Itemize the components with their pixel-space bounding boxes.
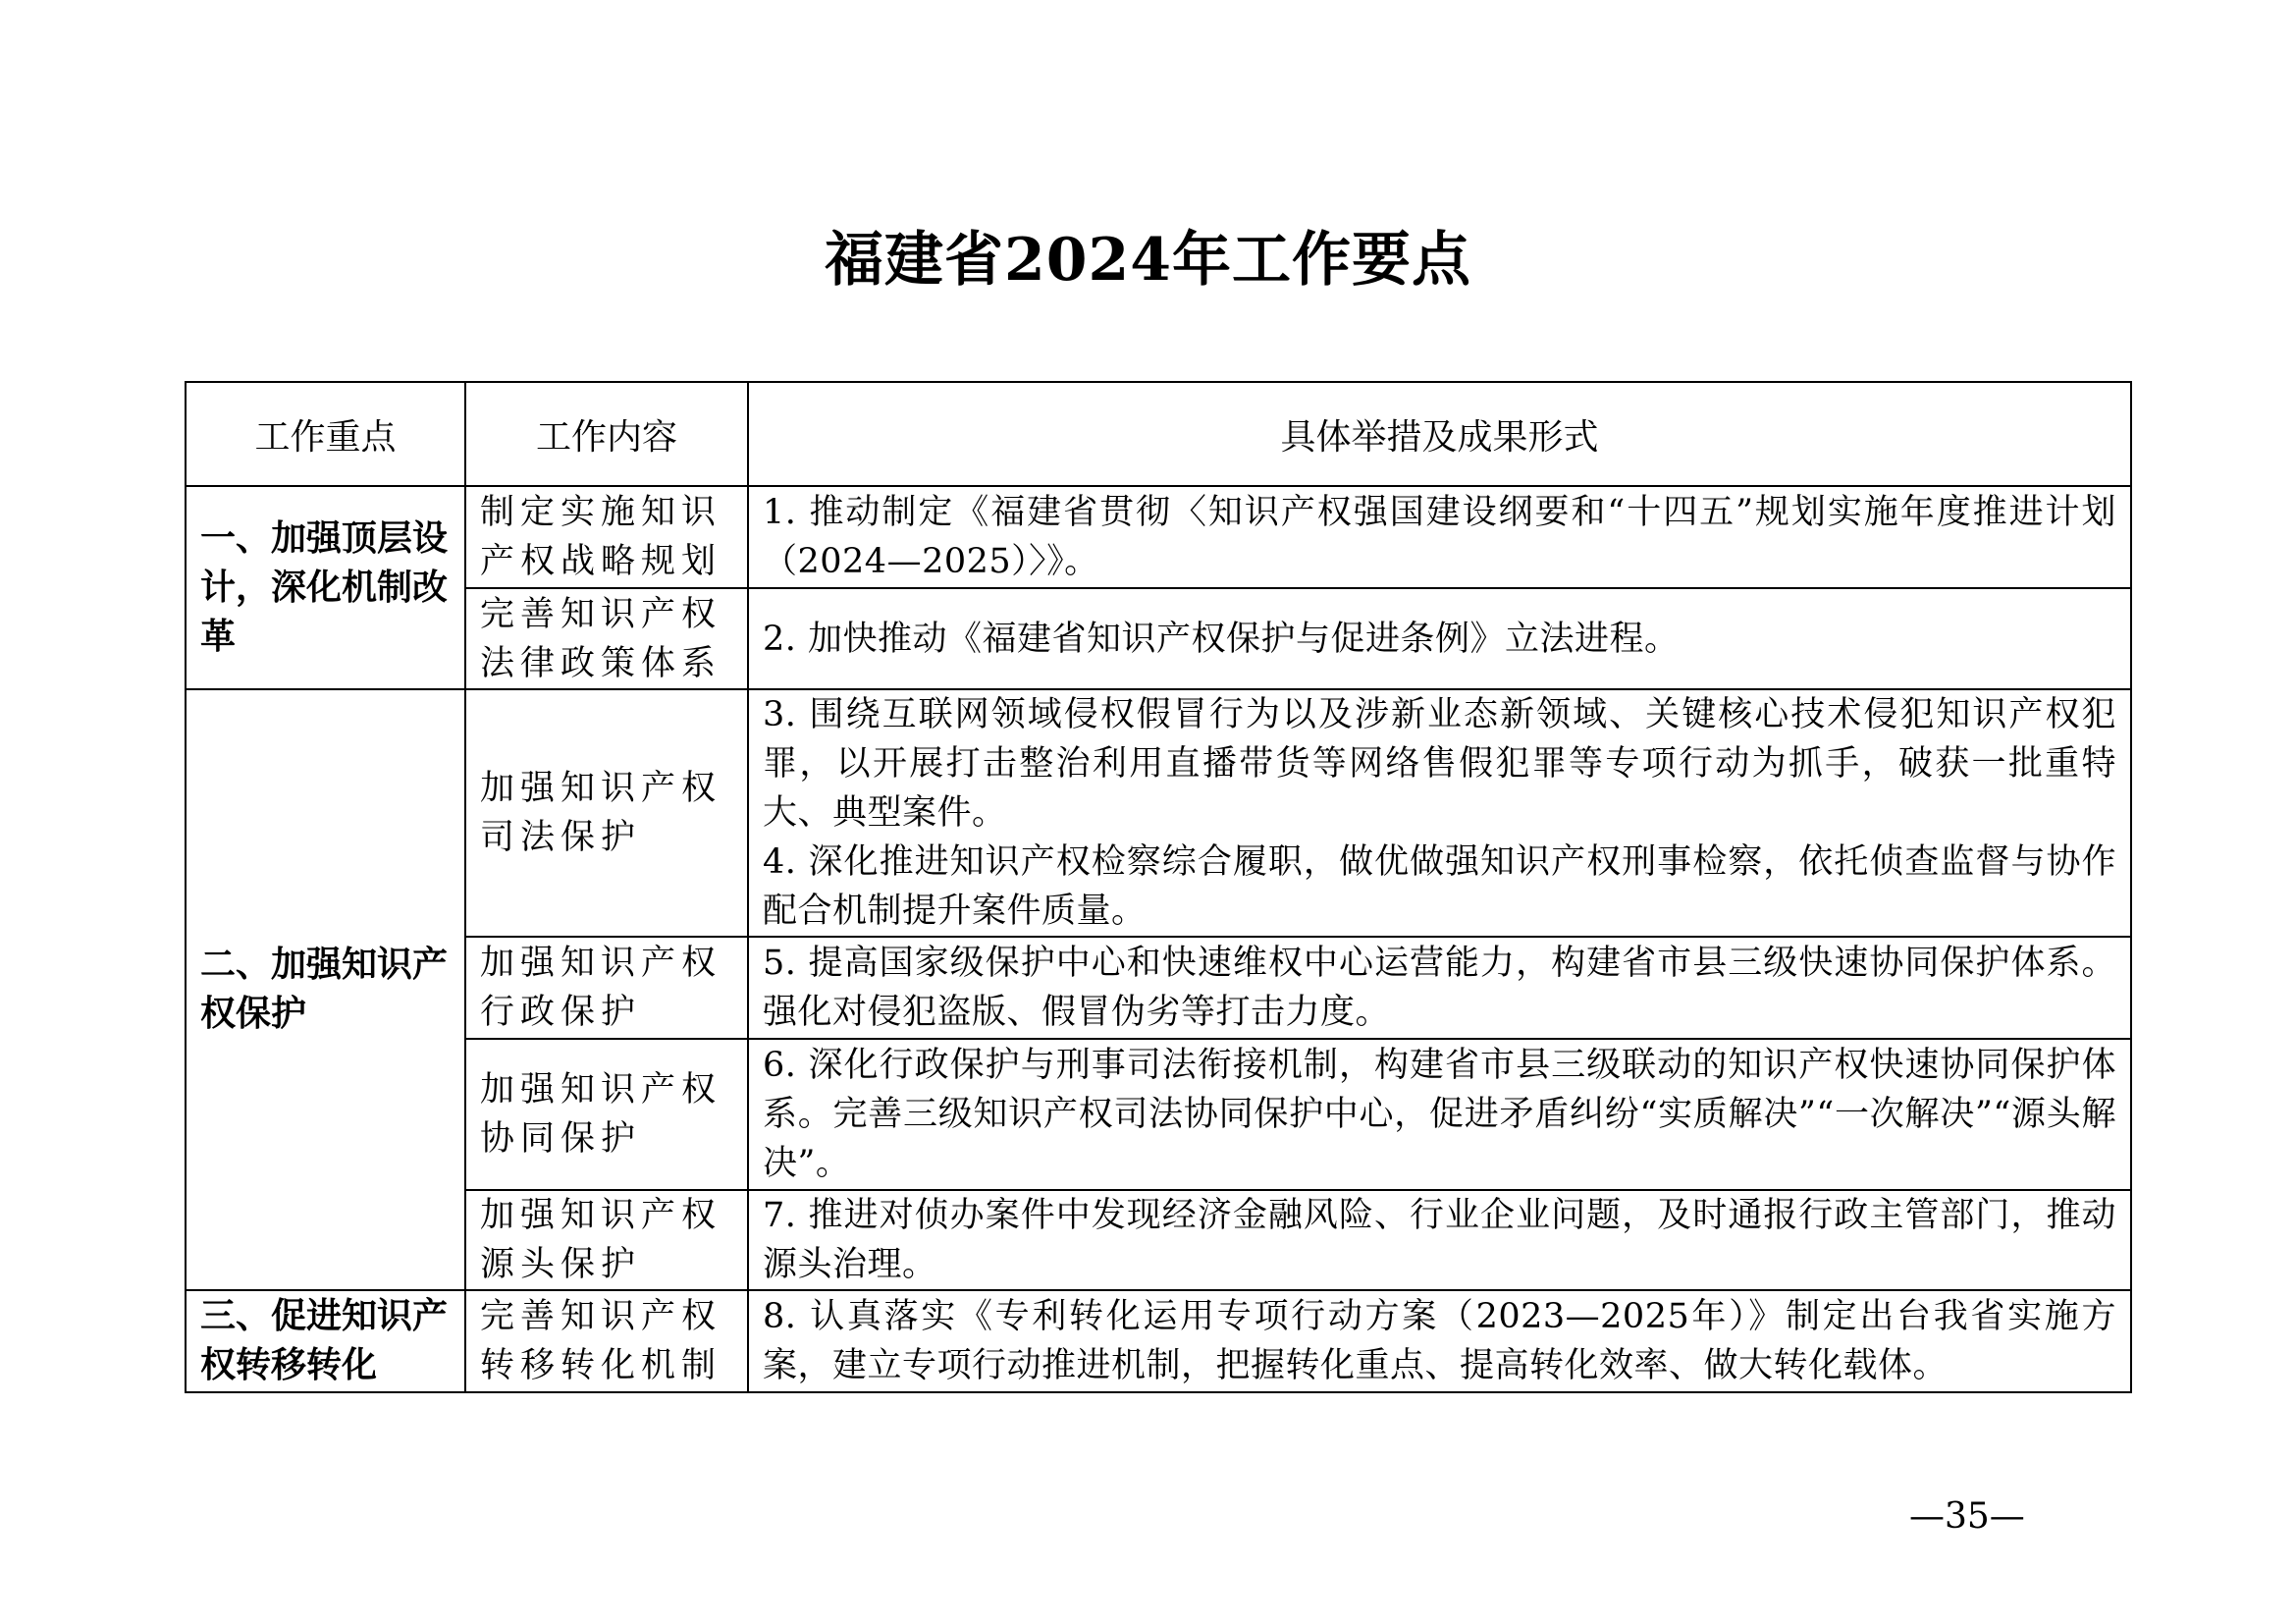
- header-work-focus: 工作重点: [186, 382, 465, 486]
- work-content-cell: 加强知识产权司法保护: [465, 689, 748, 937]
- document-title: 福建省2024年工作要点: [825, 226, 1471, 295]
- table-row: [186, 689, 2131, 937]
- measures-cell: [748, 486, 2131, 588]
- measures-cell: [748, 937, 2131, 1039]
- measure-item: 1. 推动制定《福建省贯彻〈知识产权强国建设纲要和“十四五”规划实施年度推进计划（2024—2025）〉》。: [763, 493, 2116, 581]
- work-plan-table: [185, 381, 2132, 1393]
- work-focus-cell: 三、促进知识产权转移转化: [186, 1290, 465, 1392]
- table-row: [186, 1190, 2131, 1290]
- table-row: [186, 937, 2131, 1039]
- measure-item: 4. 深化推进知识产权检察综合履职，做优做强知识产权刑事检察，依托侦查监督与协作配合机制提升案件质量。: [763, 842, 2116, 931]
- work-focus-cell: 二、加强知识产权保护: [186, 689, 465, 1290]
- work-focus-cell: 一、加强顶层设计，深化机制改革: [186, 486, 465, 689]
- measure-item: 3. 围绕互联网领域侵权假冒行为以及涉新业态新领域、关键核心技术侵犯知识产权犯罪，以开展打击整治利用直播带货等网络售假犯罪等专项行动为抓手，破获一批重特大、典型案件。: [763, 695, 2116, 833]
- work-content-cell: 加强知识产权源头保护: [465, 1190, 748, 1290]
- work-content-cell: 加强知识产权行政保护: [465, 937, 748, 1039]
- measure-item: 5. 提高国家级保护中心和快速维权中心运营能力，构建省市县三级快速协同保护体系。强化对侵犯盗版、假冒伪劣等打击力度。: [763, 944, 2116, 1032]
- measure-item: 2. 加快推动《福建省知识产权保护与促进条例》立法进程。: [763, 619, 1680, 659]
- table-row: [186, 1290, 2131, 1392]
- measures-cell: [748, 1290, 2131, 1392]
- measures-cell: [748, 689, 2131, 937]
- measures-cell: [748, 588, 2131, 689]
- header-measures: 具体举措及成果形式: [748, 382, 2131, 486]
- header-work-content: 工作内容: [465, 382, 748, 486]
- page-number: —35—: [1909, 1496, 2025, 1537]
- measure-item: 8. 认真落实《专利转化运用专项行动方案（2023—2025年）》制定出台我省实施方案，建立专项行动推进机制，把握转化重点、提高转化效率、做大转化载体。: [763, 1297, 2116, 1385]
- table-header-row: [186, 382, 2131, 486]
- measures-cell: [748, 1190, 2131, 1290]
- measures-cell: [748, 1039, 2131, 1190]
- measure-item: 6. 深化行政保护与刑事司法衔接机制，构建省市县三级联动的知识产权快速协同保护体系。完善三级知识产权司法协同保护中心，促进矛盾纠纷“实质解决”“一次解决”“源头解决”。: [763, 1046, 2116, 1183]
- measure-item: 7. 推进对侦办案件中发现经济金融风险、行业企业问题，及时通报行政主管部门，推动源头治理。: [763, 1196, 2116, 1284]
- work-content-cell: 完善知识产权法律政策体系: [465, 588, 748, 689]
- table-row: [186, 588, 2131, 689]
- table-row: [186, 486, 2131, 588]
- table-row: [186, 1039, 2131, 1190]
- work-content-cell: 完善知识产权转移转化机制: [465, 1290, 748, 1392]
- work-content-cell: 制定实施知识产权战略规划: [465, 486, 748, 588]
- work-content-cell: 加强知识产权协同保护: [465, 1039, 748, 1190]
